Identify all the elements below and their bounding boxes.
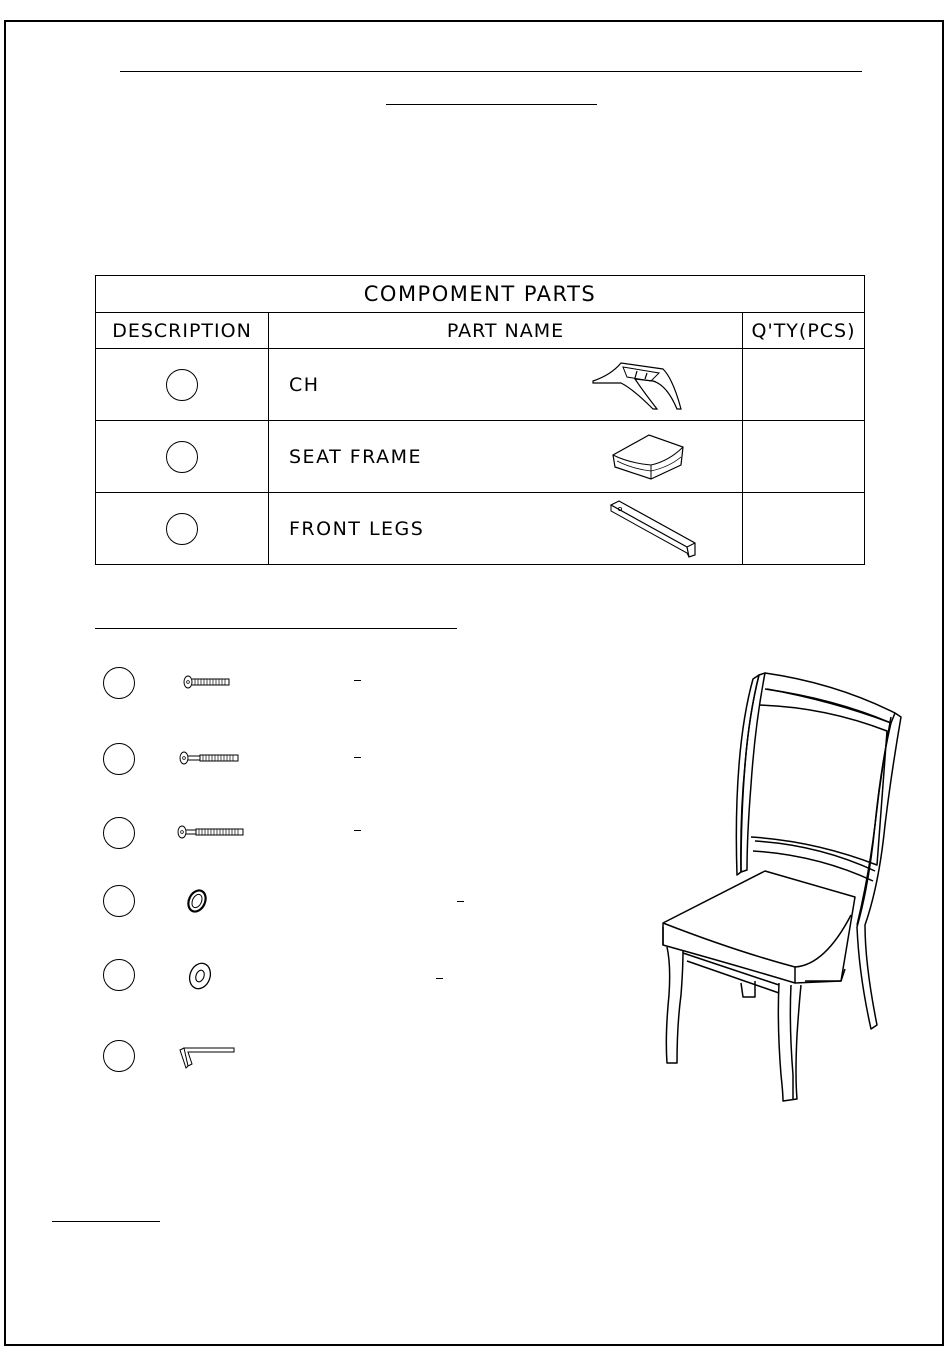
table-row	[96, 421, 865, 493]
chair-back-icon	[591, 361, 687, 413]
spec-dash	[354, 757, 361, 758]
hardware-marker-circle	[103, 817, 135, 849]
part-marker-circle	[166, 513, 198, 545]
medium-bolt-icon	[178, 750, 242, 766]
assembled-chair-icon	[655, 665, 910, 1105]
part-name: CH	[289, 373, 320, 396]
component-parts-table	[95, 275, 865, 565]
header-qty: Q'TY(PCS)	[743, 313, 865, 349]
hardware-marker-circle	[103, 885, 135, 917]
flat-washer-icon	[186, 961, 214, 991]
allen-key-icon	[176, 1044, 238, 1070]
table-row	[96, 349, 865, 421]
hardware-marker-circle	[103, 1040, 135, 1072]
spec-dash	[436, 978, 443, 979]
header-description: DESCRIPTION	[96, 313, 269, 349]
hardware-heading-rule	[95, 628, 457, 629]
hardware-marker-circle	[103, 743, 135, 775]
title-rule	[120, 71, 862, 72]
hardware-marker-circle	[103, 667, 135, 699]
long-bolt-icon	[176, 824, 248, 840]
front-leg-icon	[607, 499, 701, 561]
lock-washer-icon	[184, 887, 210, 915]
short-bolt-icon	[182, 674, 234, 690]
subtitle-rule	[386, 104, 597, 105]
spec-dash	[457, 901, 464, 902]
part-name: SEAT FRAME	[289, 445, 422, 468]
part-marker-circle	[166, 369, 198, 401]
table-row	[96, 493, 865, 565]
seat-frame-icon	[609, 431, 689, 483]
table-caption: COMPOMENT PARTS	[96, 276, 865, 313]
part-marker-circle	[166, 441, 198, 473]
part-name: FRONT LEGS	[289, 517, 425, 540]
spec-dash	[354, 680, 361, 681]
header-part-name: PART NAME	[269, 313, 743, 349]
spec-dash	[354, 830, 361, 831]
note-rule	[52, 1221, 160, 1222]
hardware-marker-circle	[103, 959, 135, 991]
